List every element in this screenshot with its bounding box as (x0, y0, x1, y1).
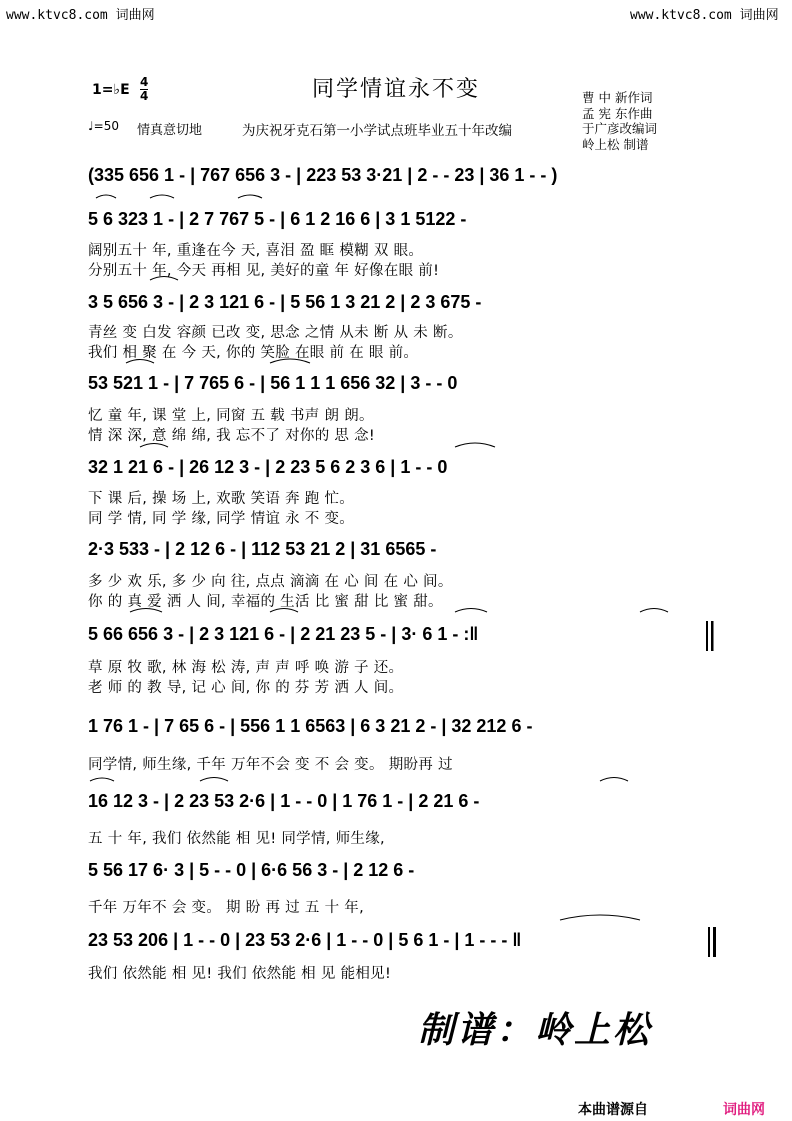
lyric-line-5-verse-1: 下 课 后, 操 场 上, 欢歌 笑语 奔 跑 忙。 (88, 491, 355, 507)
lyric-line-9: 五 十 年, 我们 依然能 相 见! 同学情, 师生缘, (88, 831, 385, 847)
notation-line-5: 32 1 21 6 - | 26 12 3 - | 2 23 5 6 2 3 6 | 1 - - 0 (88, 457, 448, 477)
subtitle: 为庆祝牙克石第一小学试点班毕业五十年改编 (242, 123, 512, 139)
repeat-barline (711, 621, 714, 651)
lyric-line-4-verse-2: 情 深 深, 意 绵 绵, 我 忘不了 对你的 思 念! (88, 428, 376, 444)
slur (238, 195, 262, 198)
slur (130, 609, 162, 613)
lyric-line-3-verse-2: 我们 相 聚 在 今 天, 你的 笑脸 在眼 前 在 眼 前。 (88, 345, 419, 361)
lyric-line-3-verse-1: 青丝 变 白发 容颜 已改 变, 思念 之情 从未 断 从 未 断。 (88, 325, 463, 341)
watermark-left: www.ktvc8.com 词曲网 (6, 8, 155, 23)
source-text: 本曲谱源自 (578, 1102, 648, 1118)
slur (455, 443, 495, 447)
slur (640, 609, 668, 613)
credit-transcriber: 岭上松 制谱 (582, 136, 649, 152)
slur (600, 778, 628, 782)
lyric-line-4-verse-1: 忆 童 年, 课 堂 上, 同窗 五 载 书声 朗 朗。 (88, 408, 374, 424)
notation-line-4: 53 521 1 - | 7 765 6 - | 56 1 1 1 656 32 | 3 - - 0 (88, 373, 458, 393)
lyric-line-6-verse-2: 你 的 真 爱 洒 人 间, 幸福的 生活 比 蜜 甜 比 蜜 甜。 (88, 594, 443, 610)
site-logo: 词曲网 (723, 1102, 765, 1118)
barlines (706, 621, 716, 957)
slur (455, 609, 487, 613)
song-title: 同学情谊永不变 (311, 77, 480, 102)
final-barline (708, 927, 710, 957)
lyric-line-11: 我们 依然能 相 见! 我们 依然能 相 见 能相见! (88, 966, 392, 982)
notation-line-9: 16 12 3 - | 2 23 53 2·6 | 1 - - 0 | 1 76 1 - | 2 21 6 - (88, 791, 480, 811)
slur (560, 915, 640, 920)
repeat-barline (706, 621, 708, 651)
slur (90, 778, 114, 781)
notation-line-7: 5 66 656 3 - | 2 3 121 6 - | 2 21 23 5 - | 3· 6 1 - :‖ (88, 624, 479, 644)
slur (150, 195, 174, 198)
notation-line-2: 5 6 323 1 - | 2 7 767 5 - | 6 1 2 16 6 | 3 1 5122 - (88, 209, 467, 229)
credit-composer: 孟 宪 东作曲 (582, 105, 653, 121)
lyric-line-8: 同学情, 师生缘, 千年 万年不会 变 不 会 变。 期盼再 过 (88, 757, 453, 773)
lyric-line-7-verse-2: 老 师 的 教 导, 记 心 间, 你 的 芬 芳 洒 人 间。 (88, 680, 404, 696)
slur (140, 444, 168, 448)
lyric-line-2-verse-2: 分别五十 年, 今天 再相 见, 美好的童 年 好像在眼 前! (88, 263, 440, 279)
notation-line-8: 1 76 1 - | 7 65 6 - | 556 1 1 6563 | 6 3 21 2 - | 32 212 6 - (88, 716, 533, 736)
expression-mark: 情真意切地 (137, 123, 203, 138)
slur-marks (90, 195, 668, 920)
slur (96, 195, 116, 198)
watermark-right: www.ktvc8.com 词曲网 (630, 8, 779, 23)
notation-line-1: (335 656 1 - | 767 656 3 - | 223 53 3·21 | 2 - - 23 | 36 1 - - ) (88, 165, 558, 185)
notation-line-6: 2·3 533 - | 2 12 6 - | 112 53 21 2 | 31 6565 - (88, 539, 437, 559)
slur (270, 609, 298, 613)
slur (126, 360, 154, 364)
slur (150, 277, 178, 281)
slur (270, 359, 310, 363)
tempo-mark: ♩=50 (88, 119, 119, 133)
lyric-line-5-verse-2: 同 学 情, 同 学 缘, 同学 情谊 永 不 变。 (88, 511, 355, 527)
lyric-line-7-verse-1: 草 原 牧 歌, 林 海 松 涛, 声 声 呼 唤 游 子 还。 (88, 660, 404, 676)
notation-line-10: 5 56 17 6· 3 | 5 - - 0 | 6·6 56 3 - | 2 12 6 - (88, 860, 415, 880)
transcriber-signature: 制谱：岭上松 (418, 1009, 653, 1051)
notation-line-3: 3 5 656 3 - | 2 3 121 6 - | 5 56 1 3 21 2 | 2 3 675 - (88, 292, 482, 312)
final-barline (713, 927, 716, 957)
time-signature-top: 4 (140, 75, 149, 89)
lyric-line-10: 千年 万年不 会 变。 期 盼 再 过 五 十 年, (88, 900, 364, 916)
time-signature-bottom: 4 (140, 89, 149, 103)
lyric-line-2-verse-1: 阔别五十 年, 重逢在今 天, 喜泪 盈 眶 模糊 双 眼。 (88, 243, 424, 259)
credit-lyricist: 曹 中 新作词 (582, 90, 653, 105)
slur (200, 778, 228, 782)
notation-line-11: 23 53 206 | 1 - - 0 | 23 53 2·6 | 1 - - 0 | 5 6 1 - | 1 - - - ‖ (88, 930, 522, 950)
credit-adapter: 于广彦改编词 (582, 121, 658, 136)
key-signature: 1=♭E (92, 82, 130, 98)
lyric-line-6-verse-1: 多 少 欢 乐, 多 少 向 往, 点点 滴滴 在 心 间 在 心 间。 (88, 574, 453, 590)
